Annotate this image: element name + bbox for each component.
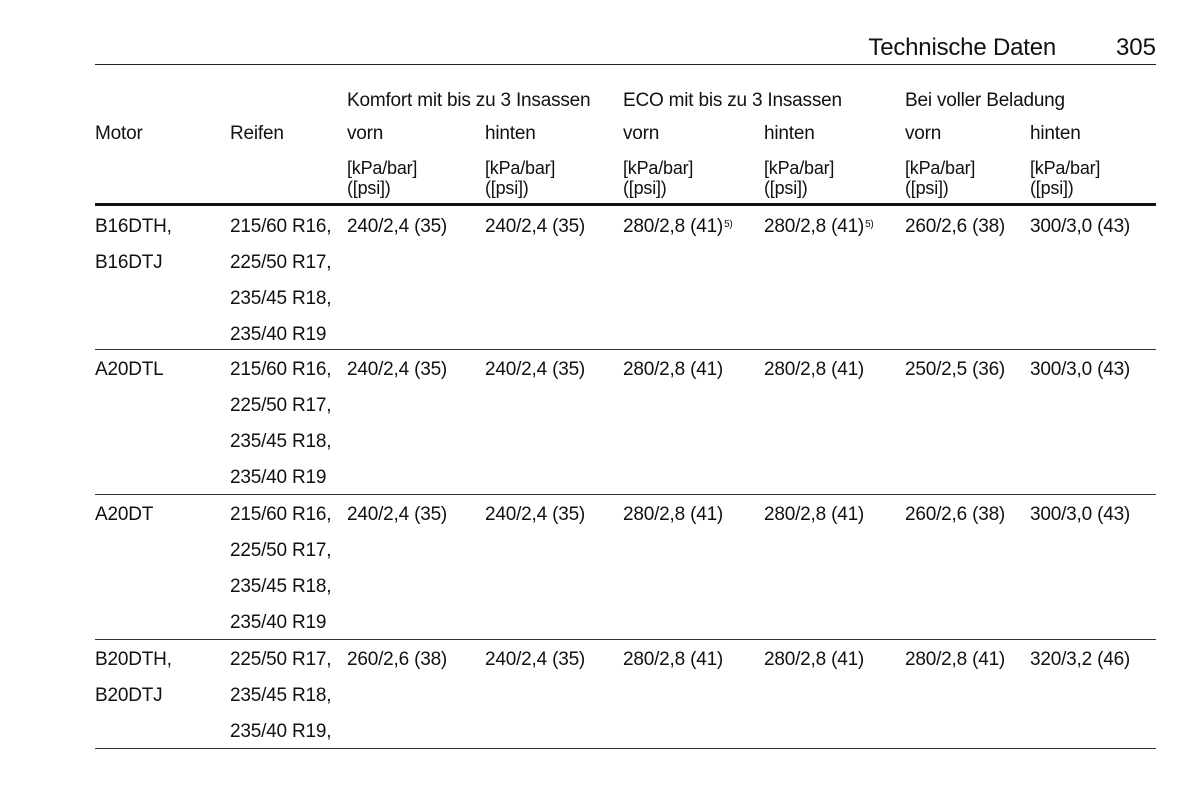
col-header-motor: Motor [95,123,143,144]
tire-pressure-table [95,88,1156,749]
unit-label: [kPa/bar] ([psi]) [623,158,694,198]
page-number: 305 [1115,34,1156,61]
pressure-cell: 280/2,8 (41) [764,359,865,380]
unit-label: [kPa/bar] ([psi]) [1030,158,1101,198]
col-header-voll-hinten: hinten [1030,123,1081,144]
pressure-cell: 260/2,6 (38) [905,216,1006,237]
tire-sizes-cell: 225/50 R17, 235/45 R18, 235/40 R19, [230,649,332,742]
pressure-cell: 240/2,4 (35) [485,504,586,525]
col-header-eco-hinten: hinten [764,123,815,144]
pressure-cell: 240/2,4 (35) [485,216,586,237]
table-row [95,350,1156,495]
unit-label: [kPa/bar] ([psi]) [347,158,418,198]
pressure-cell: 240/2,4 (35) [485,359,586,380]
footnote-marker: 5) [865,219,874,230]
pressure-cell: 320/3,2 (46) [1030,649,1131,670]
pressure-cell: 240/2,4 (35) [347,359,448,380]
motor-cell: A20DT [95,504,154,525]
group-header-eco: ECO mit bis zu 3 Insassen [623,90,842,111]
tire-sizes-cell: 215/60 R16, 225/50 R17, 235/45 R18, 235/40 R19 [230,504,332,633]
unit-label: [kPa/bar] ([psi]) [905,158,976,198]
tire-sizes-cell: 215/60 R16, 225/50 R17, 235/45 R18, 235/40 R19 [230,216,332,345]
pressure-cell: 280/2,8 (41) [623,504,724,525]
col-header-eco-vorn: vorn [623,123,660,144]
motor-cell: B16DTH, B16DTJ [95,216,172,273]
table-row [95,640,1156,749]
pressure-cell: 300/3,0 (43) [1030,359,1131,380]
pressure-cell: 240/2,4 (35) [347,504,448,525]
motor-cell: A20DTL [95,359,164,380]
group-header-voll: Bei voller Beladung [905,90,1065,111]
pressure-cell: 300/3,0 (43) [1030,216,1131,237]
unit-label: [kPa/bar] ([psi]) [485,158,556,198]
col-header-komfort-hinten: hinten [485,123,536,144]
group-header-komfort: Komfort mit bis zu 3 Insassen [347,90,591,111]
pressure-cell: 250/2,5 (36) [905,359,1006,380]
pressure-cell: 240/2,4 (35) [347,216,448,237]
pressure-cell: 280/2,8 (41) [623,359,724,380]
pressure-cell: 280/2,8 (41) [905,649,1006,670]
pressure-cell: 260/2,6 (38) [905,504,1006,525]
col-header-voll-vorn: vorn [905,123,942,144]
col-header-komfort-vorn: vorn [347,123,384,144]
pressure-cell: 300/3,0 (43) [1030,504,1131,525]
motor-cell: B20DTH, B20DTJ [95,649,172,706]
pressure-cell: 240/2,4 (35) [485,649,586,670]
tire-sizes-cell: 215/60 R16, 225/50 R17, 235/45 R18, 235/40 R19 [230,359,332,488]
pressure-cell: 280/2,8 (41) [764,504,865,525]
page-header [95,32,1156,65]
pressure-cell: 280/2,8 (41)$^{5)}$ [623,216,733,237]
pressure-cell: 280/2,8 (41)$^{5)}$ [764,216,874,237]
footnote-marker: 5) [724,219,733,230]
col-header-reifen: Reifen [230,123,284,144]
pressure-cell: 260/2,6 (38) [347,649,448,670]
table-header [95,88,1156,206]
pressure-cell: 280/2,8 (41) [623,649,724,670]
table-row [95,495,1156,640]
unit-label: [kPa/bar] ([psi]) [764,158,835,198]
table-row [95,206,1156,350]
section-title: Technische Daten [868,34,1056,61]
pressure-cell: 280/2,8 (41) [764,649,865,670]
